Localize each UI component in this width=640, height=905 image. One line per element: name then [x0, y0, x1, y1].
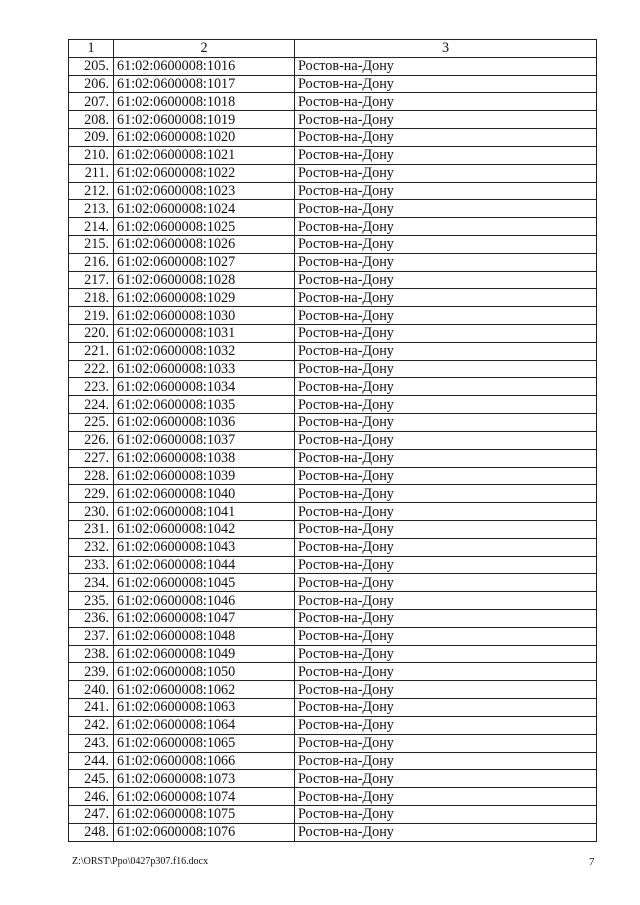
city-cell: Ростов-на-Дону [295, 449, 597, 467]
city-cell: Ростов-на-Дону [295, 253, 597, 271]
cadastral-number-cell: 61:02:0600008:1031 [114, 325, 295, 343]
table-row [69, 378, 597, 396]
row-number-cell: 219. [69, 307, 114, 325]
city-cell: Ростов-на-Дону [295, 538, 597, 556]
city-cell: Ростов-на-Дону [295, 610, 597, 628]
row-number-cell: 213. [69, 200, 114, 218]
cadastral-number-cell: 61:02:0600008:1026 [114, 235, 295, 253]
row-number-cell: 208. [69, 111, 114, 129]
table-row [69, 146, 597, 164]
row-number-cell: 235. [69, 592, 114, 610]
cadastral-number-cell: 61:02:0600008:1050 [114, 663, 295, 681]
city-cell: Ростов-на-Дону [295, 182, 597, 200]
table-row [69, 414, 597, 432]
cadastral-number-cell: 61:02:0600008:1032 [114, 342, 295, 360]
row-number-cell: 211. [69, 164, 114, 182]
cadastral-number-cell: 61:02:0600008:1062 [114, 681, 295, 699]
city-cell: Ростов-на-Дону [295, 734, 597, 752]
row-number-cell: 241. [69, 699, 114, 717]
cadastral-number-cell: 61:02:0600008:1035 [114, 396, 295, 414]
row-number-cell: 216. [69, 253, 114, 271]
table-row [69, 574, 597, 592]
table-row [69, 307, 597, 325]
city-cell: Ростов-на-Дону [295, 752, 597, 770]
row-number-cell: 224. [69, 396, 114, 414]
table-row [69, 716, 597, 734]
row-number-cell: 248. [69, 823, 114, 841]
table-row [69, 164, 597, 182]
column-header-3: 3 [295, 40, 597, 58]
cadastral-number-cell: 61:02:0600008:1044 [114, 556, 295, 574]
table-row [69, 734, 597, 752]
city-cell: Ростов-на-Дону [295, 645, 597, 663]
row-number-cell: 220. [69, 325, 114, 343]
table-row [69, 752, 597, 770]
table-row [69, 253, 597, 271]
city-cell: Ростов-на-Дону [295, 627, 597, 645]
row-number-cell: 222. [69, 360, 114, 378]
table-row [69, 431, 597, 449]
cadastral-number-cell: 61:02:0600008:1027 [114, 253, 295, 271]
cadastral-number-cell: 61:02:0600008:1043 [114, 538, 295, 556]
city-cell: Ростов-на-Дону [295, 57, 597, 75]
row-number-cell: 240. [69, 681, 114, 699]
table-row [69, 592, 597, 610]
city-cell: Ростов-на-Дону [295, 164, 597, 182]
city-cell: Ростов-на-Дону [295, 699, 597, 717]
row-number-cell: 227. [69, 449, 114, 467]
table-row [69, 218, 597, 236]
city-cell: Ростов-на-Дону [295, 129, 597, 147]
table-row [69, 610, 597, 628]
cadastral-number-cell: 61:02:0600008:1029 [114, 289, 295, 307]
row-number-cell: 238. [69, 645, 114, 663]
table-row [69, 57, 597, 75]
city-cell: Ростов-на-Дону [295, 805, 597, 823]
cadastral-number-cell: 61:02:0600008:1038 [114, 449, 295, 467]
row-number-cell: 225. [69, 414, 114, 432]
city-cell: Ростов-на-Дону [295, 823, 597, 841]
city-cell: Ростов-на-Дону [295, 520, 597, 538]
cadastral-number-cell: 61:02:0600008:1028 [114, 271, 295, 289]
row-number-cell: 236. [69, 610, 114, 628]
row-number-cell: 237. [69, 627, 114, 645]
city-cell: Ростов-на-Дону [295, 289, 597, 307]
table-row [69, 503, 597, 521]
row-number-cell: 221. [69, 342, 114, 360]
table-row [69, 520, 597, 538]
table-row [69, 556, 597, 574]
city-cell: Ростов-на-Дону [295, 467, 597, 485]
city-cell: Ростов-на-Дону [295, 414, 597, 432]
row-number-cell: 206. [69, 75, 114, 93]
row-number-cell: 239. [69, 663, 114, 681]
city-cell: Ростов-на-Дону [295, 93, 597, 111]
city-cell: Ростов-на-Дону [295, 592, 597, 610]
table-row [69, 823, 597, 841]
table-row [69, 182, 597, 200]
city-cell: Ростов-на-Дону [295, 770, 597, 788]
city-cell: Ростов-на-Дону [295, 235, 597, 253]
row-number-cell: 247. [69, 805, 114, 823]
row-number-cell: 209. [69, 129, 114, 147]
cadastral-number-cell: 61:02:0600008:1042 [114, 520, 295, 538]
table-row [69, 645, 597, 663]
row-number-cell: 215. [69, 235, 114, 253]
row-number-cell: 226. [69, 431, 114, 449]
table-row [69, 396, 597, 414]
row-number-cell: 234. [69, 574, 114, 592]
row-number-cell: 205. [69, 57, 114, 75]
cadastral-number-cell: 61:02:0600008:1024 [114, 200, 295, 218]
table-row [69, 342, 597, 360]
table-row [69, 805, 597, 823]
cadastral-number-cell: 61:02:0600008:1023 [114, 182, 295, 200]
cadastral-number-cell: 61:02:0600008:1045 [114, 574, 295, 592]
cadastral-number-cell: 61:02:0600008:1074 [114, 788, 295, 806]
city-cell: Ростов-на-Дону [295, 75, 597, 93]
city-cell: Ростов-на-Дону [295, 307, 597, 325]
cadastral-number-cell: 61:02:0600008:1065 [114, 734, 295, 752]
cadastral-number-cell: 61:02:0600008:1020 [114, 129, 295, 147]
cadastral-number-cell: 61:02:0600008:1016 [114, 57, 295, 75]
table-row [69, 663, 597, 681]
cadastral-number-cell: 61:02:0600008:1075 [114, 805, 295, 823]
table-row [69, 538, 597, 556]
city-cell: Ростов-на-Дону [295, 485, 597, 503]
row-number-cell: 232. [69, 538, 114, 556]
column-header-1: 1 [69, 40, 114, 58]
cadastral-number-cell: 61:02:0600008:1064 [114, 716, 295, 734]
table-row [69, 200, 597, 218]
cadastral-number-cell: 61:02:0600008:1039 [114, 467, 295, 485]
city-cell: Ростов-на-Дону [295, 218, 597, 236]
column-header-2: 2 [114, 40, 295, 58]
cadastral-number-cell: 61:02:0600008:1017 [114, 75, 295, 93]
table-row [69, 770, 597, 788]
row-number-cell: 245. [69, 770, 114, 788]
row-number-cell: 218. [69, 289, 114, 307]
data-table [68, 39, 597, 842]
cadastral-number-cell: 61:02:0600008:1021 [114, 146, 295, 164]
cadastral-number-cell: 61:02:0600008:1040 [114, 485, 295, 503]
table-row [69, 788, 597, 806]
cadastral-number-cell: 61:02:0600008:1034 [114, 378, 295, 396]
city-cell: Ростов-на-Дону [295, 325, 597, 343]
row-number-cell: 244. [69, 752, 114, 770]
table-row [69, 449, 597, 467]
row-number-cell: 212. [69, 182, 114, 200]
city-cell: Ростов-на-Дону [295, 681, 597, 699]
row-number-cell: 229. [69, 485, 114, 503]
table-row [69, 467, 597, 485]
cadastral-number-cell: 61:02:0600008:1037 [114, 431, 295, 449]
cadastral-number-cell: 61:02:0600008:1066 [114, 752, 295, 770]
city-cell: Ростов-на-Дону [295, 342, 597, 360]
cadastral-number-cell: 61:02:0600008:1025 [114, 218, 295, 236]
cadastral-number-cell: 61:02:0600008:1041 [114, 503, 295, 521]
table-row [69, 325, 597, 343]
row-number-cell: 242. [69, 716, 114, 734]
row-number-cell: 243. [69, 734, 114, 752]
row-number-cell: 228. [69, 467, 114, 485]
table-row [69, 111, 597, 129]
page-number: 7 [589, 856, 595, 868]
city-cell: Ростов-на-Дону [295, 200, 597, 218]
cadastral-number-cell: 61:02:0600008:1033 [114, 360, 295, 378]
table-row [69, 485, 597, 503]
table-row [69, 627, 597, 645]
cadastral-number-cell: 61:02:0600008:1048 [114, 627, 295, 645]
row-number-cell: 230. [69, 503, 114, 521]
cadastral-number-cell: 61:02:0600008:1073 [114, 770, 295, 788]
row-number-cell: 214. [69, 218, 114, 236]
city-cell: Ростов-на-Дону [295, 360, 597, 378]
city-cell: Ростов-на-Дону [295, 503, 597, 521]
table-row [69, 75, 597, 93]
row-number-cell: 223. [69, 378, 114, 396]
table-row [69, 271, 597, 289]
row-number-cell: 207. [69, 93, 114, 111]
city-cell: Ростов-на-Дону [295, 396, 597, 414]
city-cell: Ростов-на-Дону [295, 111, 597, 129]
table-row [69, 681, 597, 699]
table-row [69, 289, 597, 307]
cadastral-number-cell: 61:02:0600008:1030 [114, 307, 295, 325]
city-cell: Ростов-на-Дону [295, 788, 597, 806]
city-cell: Ростов-на-Дону [295, 431, 597, 449]
row-number-cell: 217. [69, 271, 114, 289]
table-body [69, 40, 597, 842]
row-number-cell: 210. [69, 146, 114, 164]
city-cell: Ростов-на-Дону [295, 556, 597, 574]
cadastral-number-cell: 61:02:0600008:1063 [114, 699, 295, 717]
city-cell: Ростов-на-Дону [295, 378, 597, 396]
cadastral-number-cell: 61:02:0600008:1046 [114, 592, 295, 610]
city-cell: Ростов-на-Дону [295, 574, 597, 592]
row-number-cell: 231. [69, 520, 114, 538]
cadastral-number-cell: 61:02:0600008:1036 [114, 414, 295, 432]
city-cell: Ростов-на-Дону [295, 146, 597, 164]
table-row [69, 93, 597, 111]
cadastral-number-cell: 61:02:0600008:1076 [114, 823, 295, 841]
cadastral-number-cell: 61:02:0600008:1018 [114, 93, 295, 111]
cadastral-number-cell: 61:02:0600008:1022 [114, 164, 295, 182]
city-cell: Ростов-на-Дону [295, 663, 597, 681]
cadastral-number-cell: 61:02:0600008:1049 [114, 645, 295, 663]
cadastral-number-cell: 61:02:0600008:1047 [114, 610, 295, 628]
table-row [69, 360, 597, 378]
city-cell: Ростов-на-Дону [295, 716, 597, 734]
table-row [69, 235, 597, 253]
row-number-cell: 246. [69, 788, 114, 806]
footer-file-path: Z:\ORST\Ppo\0427p307.f16.docx [72, 856, 209, 867]
table-row [69, 699, 597, 717]
city-cell: Ростов-на-Дону [295, 271, 597, 289]
cadastral-number-cell: 61:02:0600008:1019 [114, 111, 295, 129]
row-number-cell: 233. [69, 556, 114, 574]
table-row [69, 129, 597, 147]
table-header-row [69, 40, 597, 58]
